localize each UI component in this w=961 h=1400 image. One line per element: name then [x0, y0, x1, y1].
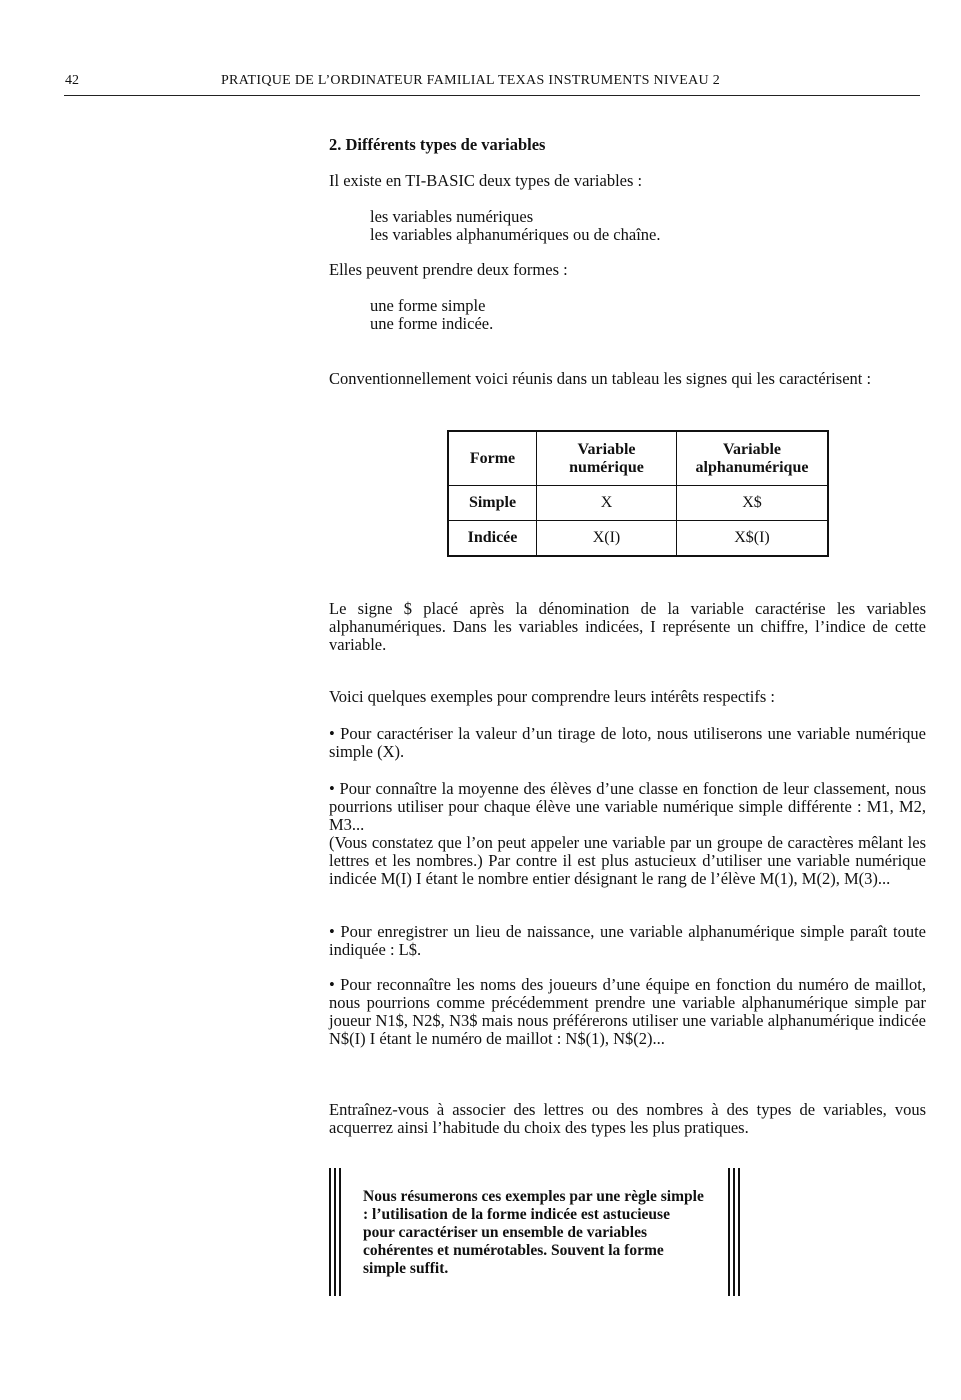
- table-cell: X$(I): [677, 521, 829, 557]
- summary-box: [329, 1168, 740, 1296]
- table-row: [448, 521, 828, 557]
- table-header-cell: Variable numérique: [537, 431, 677, 486]
- dollar-sign-paragraph: Le signe $ placé après la dénomination de la variable caractérise les variables alphanumériques. Dans les variables indicées, I représente un chiffre, l’indice de cette variable.: [329, 599, 926, 654]
- intro-paragraph: Il existe en TI-BASIC deux types de variables :: [329, 171, 643, 190]
- left-border-bars: [329, 1168, 341, 1296]
- table-header-row: [448, 431, 828, 486]
- form-item-indexed: une forme indicée.: [370, 314, 494, 333]
- table-cell: X(I): [537, 521, 677, 557]
- forms-intro: Elles peuvent prendre deux formes :: [329, 260, 568, 279]
- example-average: • Pour connaître la moyenne des élèves d’une classe en fonction de leur classement, nous pourrions utiliser pour chaque élève une variable numérique simple différente : M1, M2, M3...: [329, 779, 926, 834]
- summary-text: Nous résumerons ces exemples par une règle simple : l’utilisation de la forme indicée est astucieuse pour caractériser un ensemble de variables cohérentes et numérotables. Souvent la forme simple suffit.: [363, 1188, 704, 1277]
- header-rule: [64, 95, 920, 96]
- table-cell: X$: [677, 486, 829, 521]
- running-title: PRATIQUE DE L’ORDINATEUR FAMILIAL TEXAS INSTRUMENTS NIVEAU 2: [220, 73, 721, 88]
- examples-intro: Voici quelques exemples pour comprendre leurs intérêts respectifs :: [329, 687, 775, 706]
- type-item-alphanumeric: les variables alphanumériques ou de chaîne.: [370, 225, 661, 244]
- table-cell: X: [537, 486, 677, 521]
- table-row: [448, 486, 828, 521]
- practice-paragraph: Entraînez-vous à associer des lettres ou des nombres à des types de variables, vous acquerrez ainsi l’habitude du choix des types les plus pratiques.: [329, 1100, 926, 1137]
- table-header-cell: Variable alphanumérique: [677, 431, 829, 486]
- table-header-cell: Forme: [448, 431, 537, 486]
- example-average-note: (Vous constatez que l’on peut appeler une variable par un groupe de caractères mêlant les lettres et les nombres.) Par contre il est plus astucieux d’utiliser une variable numérique indicée M(I) I étant le nombre entier désignant le rang de l’élève M(1), M(2), M(3)...: [329, 833, 926, 888]
- table-row-label: Indicée: [448, 521, 537, 557]
- form-item-simple: une forme simple: [370, 296, 486, 315]
- page-number: 42: [65, 73, 79, 88]
- table-row-label: Simple: [448, 486, 537, 521]
- right-border-bars: [728, 1168, 740, 1296]
- example-birthplace: • Pour enregistrer un lieu de naissance, une variable alphanumérique simple paraît toute indiquée : L$.: [329, 922, 926, 959]
- type-item-numeric: les variables numériques: [370, 207, 534, 226]
- example-players: • Pour reconnaître les noms des joueurs d’une équipe en fonction du numéro de maillot, nous pourrions comme précédemment prendre une variable alphanumérique simple par joueur N1$, N2$, N3$ mais nous préférerons utiliser une variable alphanumérique indicée N$(I) I étant le numéro de maillot : N$(1), N$(2)...: [329, 975, 926, 1048]
- example-loto: • Pour caractériser la valeur d’un tirage de loto, nous utiliserons une variable numérique simple (X).: [329, 724, 926, 761]
- section-title: 2. Différents types de variables: [329, 135, 546, 154]
- variable-types-table: [447, 430, 829, 557]
- table-intro: Conventionnellement voici réunis dans un tableau les signes qui les caractérisent :: [329, 369, 872, 388]
